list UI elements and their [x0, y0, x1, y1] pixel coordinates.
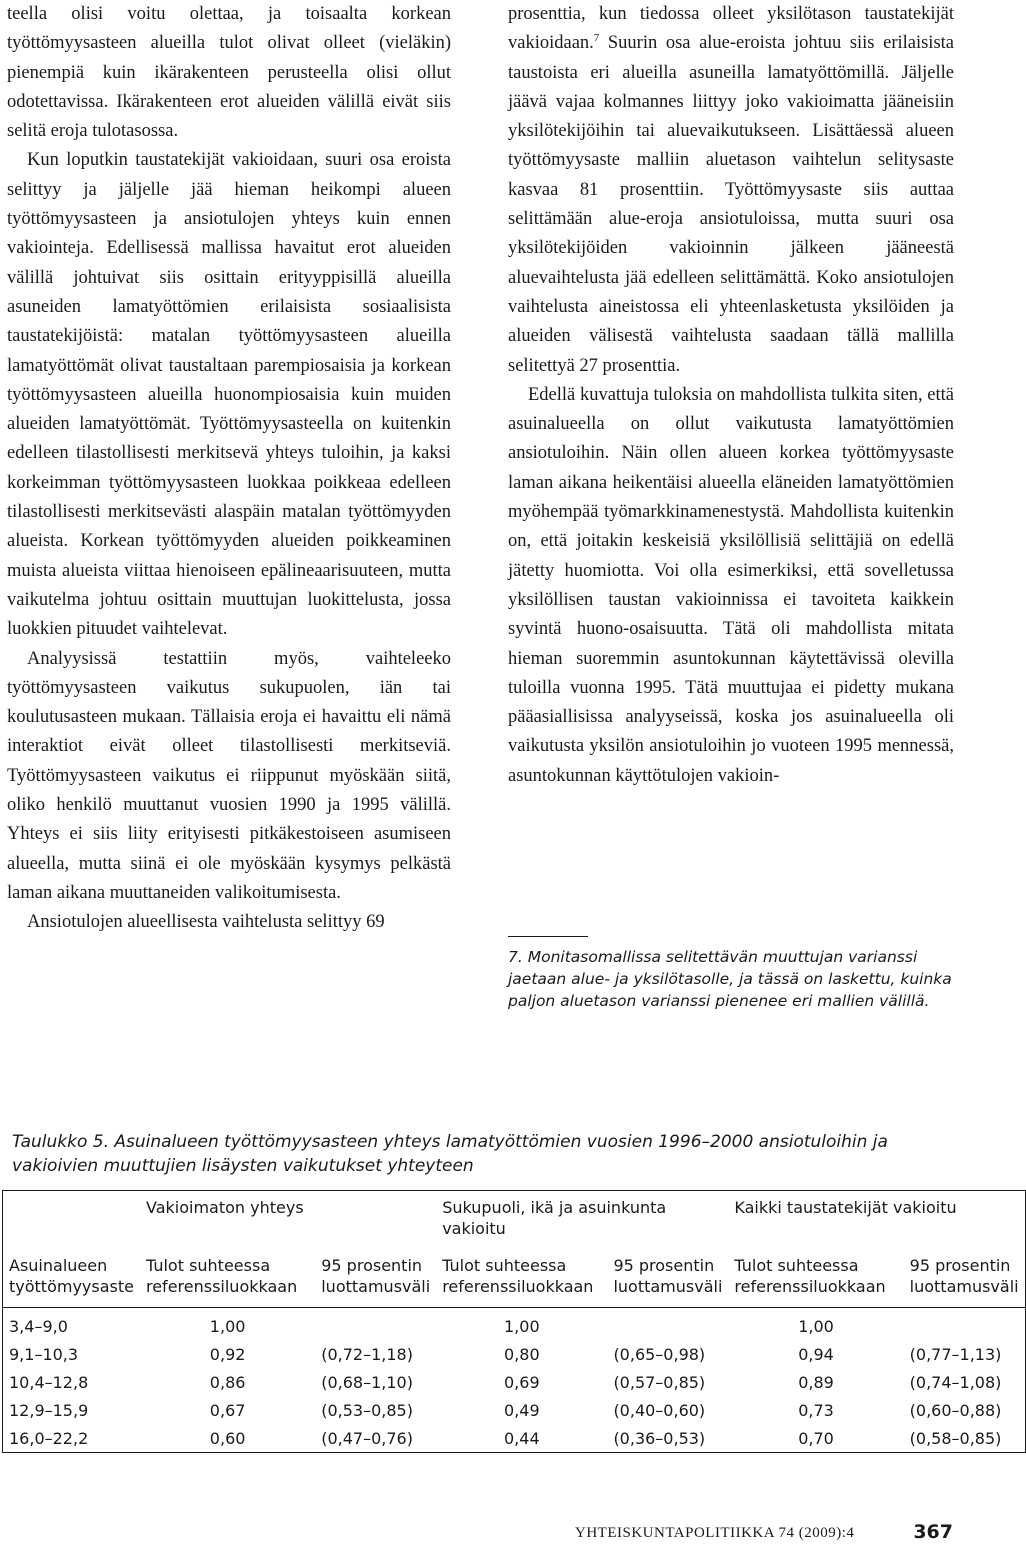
- table-cell: (0,40–0,60): [613, 1400, 706, 1420]
- footnote-ref: 7: [593, 32, 600, 45]
- table-cell: [607, 1308, 728, 1341]
- table-cell: 0,67: [209, 1400, 246, 1420]
- table-cell: (0,72–1,18): [321, 1344, 413, 1364]
- table-cell: 0,49: [504, 1400, 540, 1420]
- table-cell: 0,60: [140, 1424, 315, 1453]
- table-cell: 0,86: [209, 1372, 246, 1392]
- table-cell: 3,4–9,0: [3, 1308, 140, 1341]
- sub-header: Tulot suhteessa referenssiluokkaan: [436, 1239, 607, 1308]
- group-header: Kaikki taustatekijät vakioitu: [728, 1191, 1025, 1240]
- table-cell: 0,73: [798, 1400, 834, 1420]
- table-cell: 0,80: [504, 1344, 540, 1364]
- right-text-column: [508, 0, 954, 791]
- sub-header: 95 prosentin luottamusväli: [607, 1239, 728, 1308]
- page-footer: [575, 1521, 953, 1543]
- table-cell: (0,57–0,85): [613, 1372, 706, 1392]
- table-group-header-row: [3, 1191, 1026, 1240]
- table-cell: 1,00: [209, 1316, 246, 1336]
- table-cell: [315, 1308, 436, 1341]
- group-header: Vakioimaton yhteys: [140, 1191, 436, 1240]
- table-cell: (0,68–1,10): [321, 1372, 413, 1392]
- table-cell: 0,69: [504, 1372, 540, 1392]
- table-cell: [904, 1308, 1025, 1341]
- table-cell: (0,53–0,85): [321, 1400, 413, 1420]
- table-cell: (0,47–0,76): [315, 1424, 436, 1453]
- table-row: [3, 1340, 1026, 1368]
- table-cell: 0,44: [436, 1424, 607, 1453]
- table-cell: (0,60–0,88): [904, 1396, 1025, 1424]
- table-cell: 0,89: [798, 1372, 834, 1392]
- table-row: [3, 1368, 1026, 1396]
- table-row: [3, 1424, 1026, 1453]
- table-cell: (0,58–0,85): [904, 1424, 1025, 1453]
- sub-header: 95 prosentin luottamusväli: [315, 1239, 436, 1308]
- results-table: [2, 1190, 1019, 1453]
- table-cell: 10,4–12,8: [3, 1368, 140, 1396]
- page-number: 367: [913, 1521, 953, 1543]
- table-cell: 9,1–10,3: [3, 1340, 140, 1368]
- table-cell: (0,36–0,53): [607, 1424, 728, 1453]
- table-cell: (0,65–0,98): [613, 1344, 706, 1364]
- paragraph: [508, 0, 954, 381]
- table-cell: 0,94: [798, 1344, 834, 1364]
- paragraph-text: Suurin osa alue-eroista johtuu siis erilaisista taustoista eri alueilla asuneilla lamatyöttömillä. Jäljelle jäävä vajaa kolmannes liittyy joko vakioimatta jääneisiin yksilötekijöihin tai aluevaikutukseen. Lisättäessä alueen työttömyysaste malliin aluetason vaihtelun selitysaste kasvaa 81 prosenttiin. Työttömyysaste siis auttaa selittämään alue-eroja ansiotuloissa, mutta suuri osa yksilötekijöiden vakioinnin jälkeen jääneestä aluevaihtelusta jää edelleen selittämättä. Koko ansiotulojen vaihtelusta aineistossa eli yhteenlasketusta yksilöiden ja alueiden välisestä vaihtelusta saadaan tällä mallilla selitettyä 27 prosenttia.: [508, 33, 954, 376]
- table-cell: 0,70: [728, 1424, 903, 1453]
- table-cell: 1,00: [798, 1316, 834, 1336]
- table-row: [3, 1396, 1026, 1424]
- table-sub-header-row: [3, 1239, 1026, 1308]
- group-header: Sukupuoli, ikä ja asuinkunta vakioitu: [436, 1191, 728, 1240]
- sub-header: Tulot suhteessa referenssiluokkaan: [728, 1239, 903, 1308]
- table-cell: 12,9–15,9: [3, 1396, 140, 1424]
- paragraph: Ansiotulojen alueellisesta vaihtelusta selittyy 69: [27, 912, 385, 933]
- table-cell: 0,92: [209, 1344, 246, 1364]
- table-row: [3, 1308, 1026, 1341]
- table-cell: (0,74–1,08): [904, 1368, 1025, 1396]
- row-header: Asuinalueen työttömyysaste: [3, 1239, 140, 1308]
- left-text-column: [7, 0, 451, 938]
- paragraph: teella olisi voitu olettaa, ja toisaalta korkean työttömyysasteen alueilla tulot olivat olleet (vieläkin) pienempiä kuin ikärakenteen perusteella olisi ollut odotettavissa. Ikärakenteen erot alueiden välillä eivät siis selitä eroja tulotasossa.: [7, 4, 451, 142]
- paragraph: Edellä kuvattuja tuloksia on mahdollista tulkita siten, että asuinalueella on ollut vaikutusta lamatyöttömien ansiotuloihin. Näin ollen alueen korkea työttömyysaste laman aikana heikentäisi alueella eläneiden lamatyöttömien myöhempää työmarkkinamenestystä. Mahdollista kuitenkin on, että joitakin keskeisiä yksilöllisiä selittäjiä on edellä jätetty huomiotta. Voi olla esimerkiksi, että sovelletussa yksilöllisen taustan vakioinnissa ei tavoiteta kaikkein syvintä huono-osaisuutta. Tätä oli mahdollista mitata hieman suoremmin asuntokunnan käytettävissä olevilla tuloilla vuonna 1995. Tätä muuttujaa ei pidetty mukana pääasiallisissa analyyseissä, koska jos asuinalueella oli vaikutusta yksilön ansiotuloihin jo vuoteen 1995 mennessä, asuntokunnan käyttötulojen vakioin-: [508, 384, 954, 786]
- sub-header: 95 prosentin luottamusväli: [904, 1239, 1025, 1308]
- table-caption: Taulukko 5. Asuinalueen työttömyysasteen yhteys lamatyöttömien vuosien 1996–2000 ansiotuloihin ja vakioivien muuttujien lisäysten vaikutukset yhteyteen: [12, 1132, 888, 1176]
- paragraph: Kun loputkin taustatekijät vakioidaan, suuri osa eroista selittyy ja jäljelle jää hieman heikompi alueen työttömyysasteen ja ansiotulojen yhteys kuin ennen vakiointeja. Edellisessä mallissa havaitut erot alueiden välillä johtuivat siis osittain erityyppisillä alueilla asuneiden lamatyöttömien erilaisista sosiaalisista taustatekijöistä: matalan työttömyysasteen alueilla lamatyöttömät olivat taustaltaan parempiosaisia ja korkean työttömyysasteen alueilla huonompiosaisia kuin muiden alueiden lamatyöttömät. Työttömyysasteella on kuitenkin edelleen tilastollisesti merkitsevä yhteys tuloihin, ja kaksi korkeimman työttömyysasteen luokkaa poikkeaa edelleen tilastollisesti merkitsevästi alaspäin matalan työttömyyden alueista. Korkean työttömyyden alueiden poikkeaminen muista alueista viittaa hienoiseen epälineaarisuuteen, mutta vaikutelma johtuu osittain muuttujan luokittelusta, jossa luokkien pituudet vaihtelevat.: [7, 150, 451, 640]
- footnote: 7. Monitasomallissa selitettävän muuttujan varianssi jaetaan alue- ja yksilötasolle, ja tässä on laskettu, kuinka paljon aluetason varianssi pienenee eri mallien välillä.: [508, 948, 952, 1010]
- sub-header: Tulot suhteessa referenssiluokkaan: [140, 1239, 315, 1308]
- journal-name: YHTEISKUNTAPOLITIIKKA 74 (2009):4: [575, 1525, 855, 1541]
- footnote-divider: [508, 936, 588, 937]
- paragraph-text: prosenttia, kun tiedossa olleet yksilötason taustatekijät vakioidaan.: [508, 4, 954, 54]
- paragraph: Analyysissä testattiin myös, vaihteleeko työttömyysasteen vaikutus sukupuolen, iän tai koulutusasteen mukaan. Tällaisia eroja ei havaittu eli nämä interaktiot eivät olleet tilastollisesti merkitseviä. Työttömyysasteen vaikutus ei riippunut myöskään siitä, oliko henkilö muuttanut vuosien 1990 ja 1995 välillä. Yhteys ei siis liity erityisesti pitkäkestoiseen asumiseen alueella, mutta siinä ei ole myöskään kysymys pelkästä laman aikana muuttaneiden valikoitumisesta.: [7, 648, 451, 903]
- table-cell: 16,0–22,2: [3, 1424, 140, 1453]
- table-cell: (0,77–1,13): [904, 1340, 1025, 1368]
- table-cell: 1,00: [504, 1316, 540, 1336]
